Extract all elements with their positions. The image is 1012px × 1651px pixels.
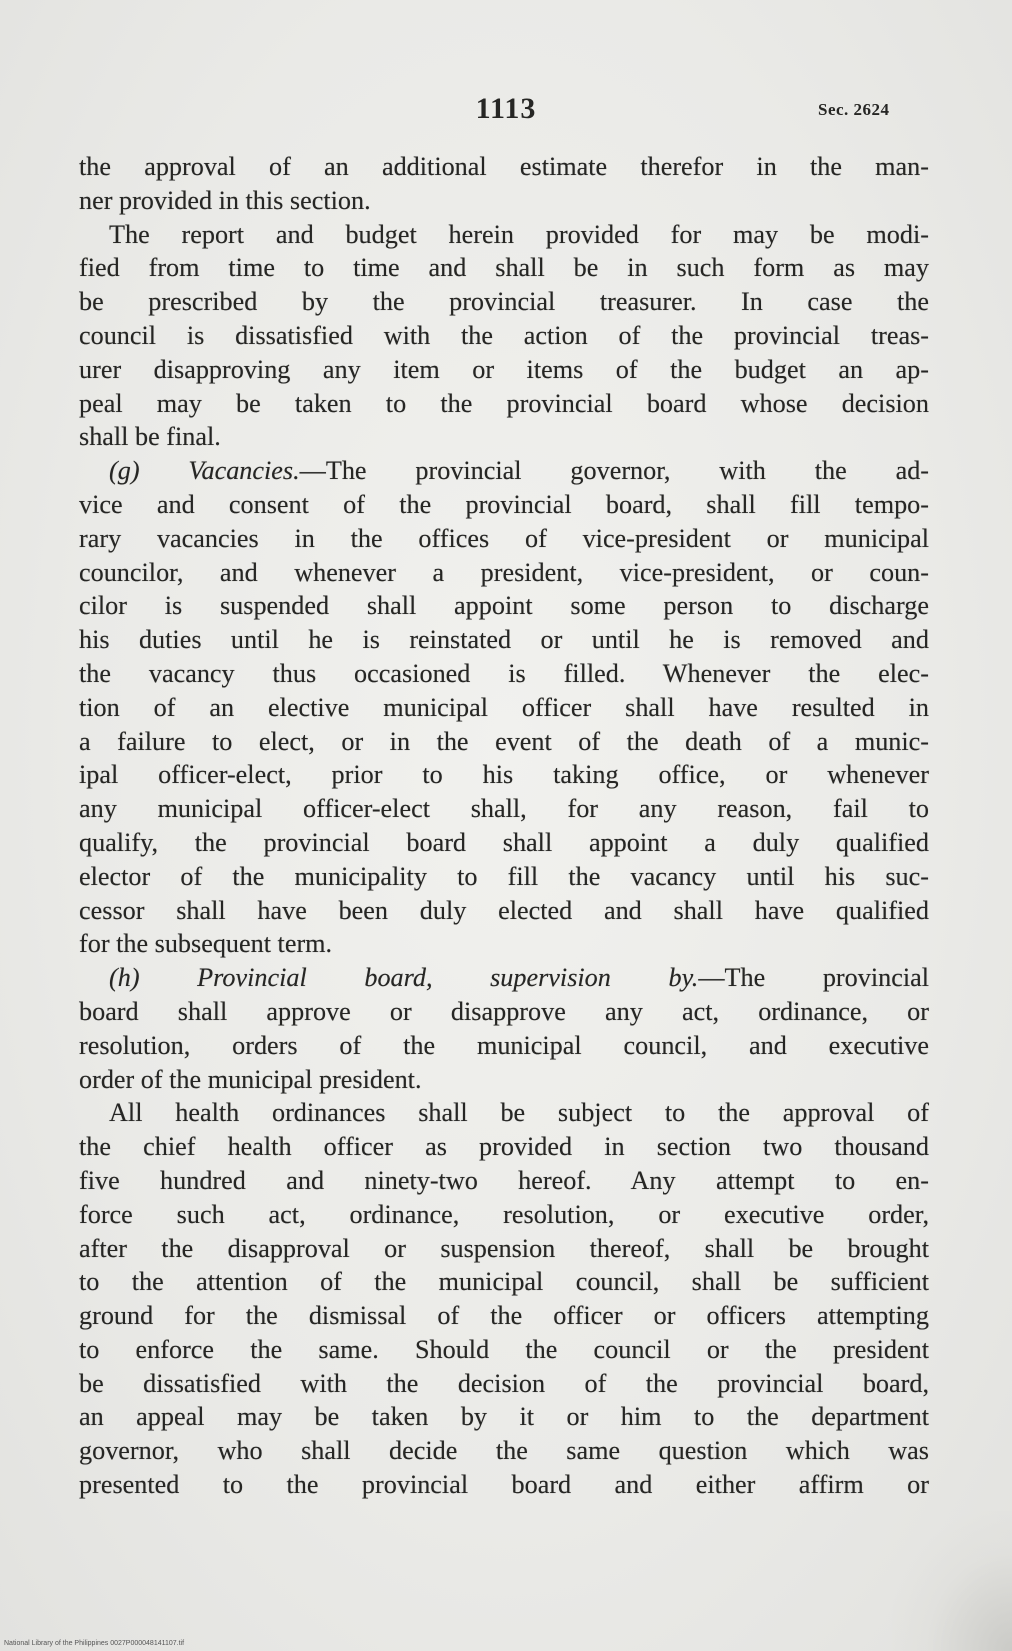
line-text: a failure to elect, or in the event of the death of a munic- [79, 726, 929, 756]
line-text: the approval of an additional estimate therefor in the man- [79, 152, 929, 181]
line-text: an appeal may be taken by it or him to the department [79, 1402, 929, 1432]
text-line [79, 792, 929, 826]
line-text: rary vacancies in the offices of vice-president or municipal [79, 523, 929, 553]
text-line [79, 1367, 929, 1401]
text-line [79, 420, 929, 454]
text-line [79, 894, 929, 928]
line-text: qualify, the provincial board shall appoint a duly qualified [79, 827, 929, 857]
line-text: his duties until he is reinstated or until he is removed and [79, 625, 929, 655]
text-line [79, 1198, 929, 1232]
line-text: fied from time to time and shall be in such form as may [79, 253, 929, 283]
line-text: presented to the provincial board and either affirm or [79, 1470, 929, 1500]
line-text: after the disapproval or suspension thereof, shall be brought [79, 1233, 929, 1263]
line-text: resolution, orders of the municipal council, and executive [79, 1030, 929, 1060]
line-text: ipal officer-elect, prior to his taking office, or whenever [79, 760, 929, 790]
line-text: councilor, and whenever a president, vice-president, or coun- [79, 557, 929, 587]
text-line [79, 1299, 929, 1333]
text-line [79, 995, 929, 1029]
text-line [79, 1434, 929, 1468]
text-line [79, 1063, 929, 1097]
text-line [79, 353, 929, 387]
text-line [79, 556, 929, 590]
line-text: The report and budget herein provided for may be modi- [109, 219, 929, 249]
line-text: be dissatisfied with the decision of the provincial board, [79, 1368, 929, 1398]
line-text: vice and consent of the provincial board, shall fill tempo- [79, 489, 929, 519]
text-line [79, 1468, 929, 1502]
text-line [79, 1164, 929, 1198]
line-text: order of the municipal president. [79, 1064, 422, 1094]
line-text: board shall approve or disapprove any act, ordinance, or [79, 996, 929, 1026]
text-line [79, 319, 929, 353]
text-line [79, 454, 929, 488]
line-text: to enforce the same. Should the council or the president [79, 1334, 929, 1364]
text-line [79, 691, 929, 725]
text-line [79, 623, 929, 657]
line-text: be prescribed by the provincial treasurer. In case the [79, 287, 929, 317]
line-text: —The provincial governor, with the ad- [299, 456, 930, 486]
line-text: cilor is suspended shall appoint some person to discharge [79, 591, 929, 621]
line-text: urer disapproving any item or items of the budget an ap- [79, 354, 929, 384]
line-text: tion of an elective municipal officer shall have resulted in [79, 692, 929, 722]
line-text: the chief health officer as provided in section two thousand [79, 1132, 929, 1162]
line-text: governor, who shall decide the same question which was [79, 1436, 929, 1466]
text-line [79, 860, 929, 894]
text-line [79, 251, 929, 285]
text-line [79, 758, 929, 792]
text-line [79, 184, 929, 218]
text-line [79, 1333, 929, 1367]
text-line [79, 657, 929, 691]
text-line [79, 218, 929, 252]
line-text: —The provincial [698, 963, 930, 993]
line-text: five hundred and ninety-two hereof. Any attempt to en- [79, 1165, 929, 1195]
text-line [79, 150, 929, 184]
line-text: peal may be taken to the provincial board whose decision [79, 388, 929, 418]
text-line [79, 589, 929, 623]
text-line [79, 826, 929, 860]
text-line [79, 1232, 929, 1266]
line-text: the vacancy thus occasioned is filled. Whenever the elec- [79, 658, 929, 688]
line-text: for the subsequent term. [79, 929, 333, 959]
scan-credit: National Library of the Philippines 0027P000048141107.tif [4, 1640, 185, 1647]
subsection-heading: (h) Provincial board, supervision by. [109, 963, 699, 993]
line-text: force such act, ordinance, resolution, or executive order, [79, 1199, 929, 1229]
text-line [79, 725, 929, 759]
line-text: All health ordinances shall be subject to the approval of [109, 1098, 929, 1128]
text-line [79, 1029, 929, 1063]
text-line [79, 285, 929, 319]
page-smudge [892, 1511, 1012, 1651]
line-text: ground for the dismissal of the officer or officers attempting [79, 1301, 929, 1331]
line-text: any municipal officer-elect shall, for any reason, fail to [79, 794, 929, 824]
text-line [79, 1400, 929, 1434]
text-line [79, 1130, 929, 1164]
line-text: elector of the municipality to fill the vacancy until his suc- [79, 861, 929, 891]
subsection-heading: (g) Vacancies. [109, 456, 300, 486]
text-line [79, 522, 929, 556]
line-text: shall be final. [79, 422, 221, 452]
text-line [79, 961, 929, 995]
text-line [79, 387, 929, 421]
text-line [79, 1265, 929, 1299]
text-line [79, 488, 929, 522]
line-text: council is dissatisfied with the action of the provincial treas- [79, 320, 929, 350]
line-text: to the attention of the municipal council, shall be sufficient [79, 1267, 929, 1297]
line-text: ner provided in this section. [79, 185, 371, 215]
line-text: cessor shall have been duly elected and shall have qualified [79, 895, 929, 925]
body-text [79, 150, 929, 1502]
text-line [79, 1096, 929, 1130]
section-number: Sec. 2624 [818, 100, 890, 119]
text-line [79, 927, 929, 961]
page-number: 1113 [475, 92, 537, 125]
